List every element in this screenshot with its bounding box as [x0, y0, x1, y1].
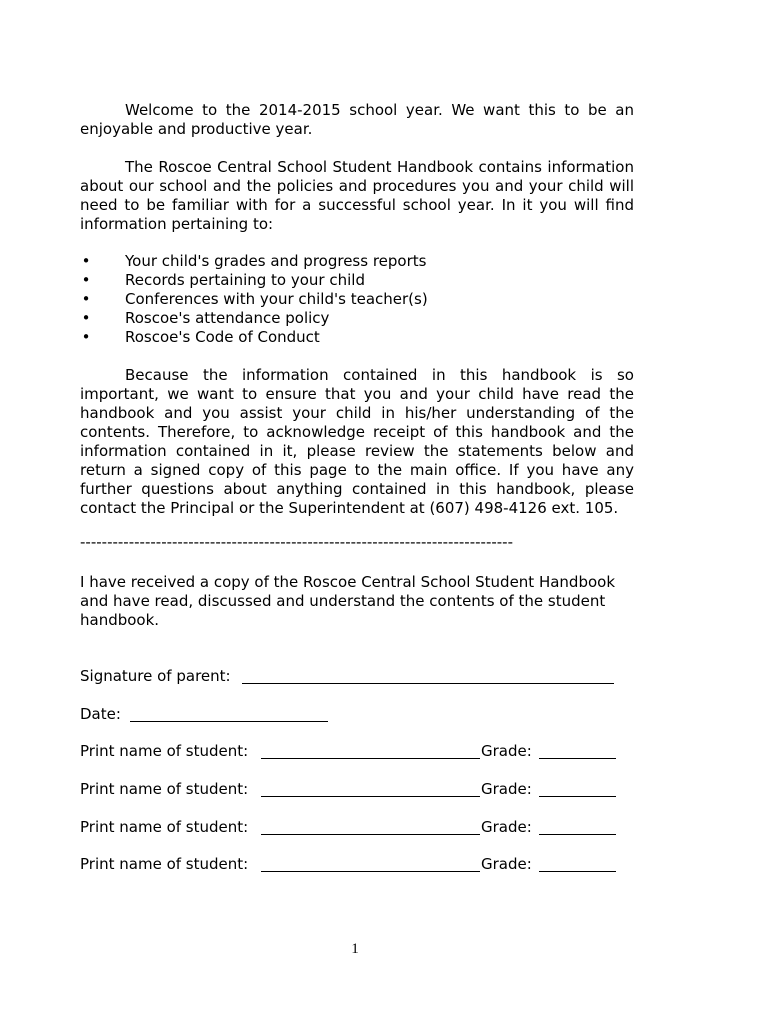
signature-label: Signature of parent:: [80, 667, 231, 685]
list-item-text: Roscoe's Code of Conduct: [125, 328, 320, 346]
date-row: [80, 705, 340, 725]
list-item: [80, 328, 634, 347]
date-field[interactable]: [130, 705, 328, 722]
student-name-field[interactable]: [261, 780, 480, 797]
list-item-text: Your child's grades and progress reports: [125, 252, 427, 270]
bullet-icon: •: [81, 290, 91, 308]
student-name-label: Print name of student:: [80, 818, 249, 836]
list-item: [80, 252, 634, 271]
acknowledgement-statement: I have received a copy of the Roscoe Central School Student Handbook and have read, discussed and understand the contents of the student handbook.: [80, 573, 616, 629]
page-number: 1: [351, 941, 359, 957]
student-name-label: Print name of student:: [80, 742, 249, 760]
grade-field[interactable]: [539, 742, 616, 759]
list-item: [80, 309, 634, 328]
topics-list: [80, 252, 634, 347]
student-name-label: Print name of student:: [80, 855, 249, 873]
handbook-intro-paragraph: The Roscoe Central School Student Handbook contains information about our school and the policies and procedures you and your child will need to be familiar with for a successful school year. In it you will find information pertaining to:: [80, 158, 634, 233]
student-name-field[interactable]: [261, 818, 480, 835]
grade-field[interactable]: [539, 855, 616, 872]
student-row: [80, 818, 620, 838]
student-row: [80, 742, 620, 762]
acknowledgement-instructions-paragraph: Because the information contained in this handbook is so important, we want to ensure that you and your child have read the handbook and you assist your child in his/her understanding of the contents. Therefore, to acknowledge receipt of this handbook and the information contained in it, please review the statements below and return a signed copy of this page to the main office. If you have any further questions about anything contained in this handbook, please contact the Principal or the Superintendent at (607) 498-4126 ext. 105.: [80, 366, 634, 517]
signature-field[interactable]: [242, 667, 614, 684]
grade-label: Grade:: [481, 855, 532, 873]
student-name-field[interactable]: [261, 855, 480, 872]
bullet-icon: •: [81, 252, 91, 270]
bullet-icon: •: [81, 328, 91, 346]
list-item: [80, 271, 634, 290]
grade-field[interactable]: [539, 818, 616, 835]
bullet-icon: •: [81, 309, 91, 327]
list-item-text: Conferences with your child's teacher(s): [125, 290, 428, 308]
grade-field[interactable]: [539, 780, 616, 797]
student-row: [80, 855, 620, 875]
welcome-paragraph: Welcome to the 2014-2015 school year. We want this to be an enjoyable and productive year.: [80, 101, 634, 138]
grade-label: Grade:: [481, 742, 532, 760]
list-item: [80, 290, 634, 309]
date-label: Date:: [80, 705, 121, 723]
student-row: [80, 780, 620, 800]
list-item-text: Records pertaining to your child: [125, 271, 365, 289]
list-item-text: Roscoe's attendance policy: [125, 309, 330, 327]
student-name-field[interactable]: [261, 742, 480, 759]
cut-line-divider: --------------------------------------------------------------------------------: [80, 533, 514, 551]
student-name-label: Print name of student:: [80, 780, 249, 798]
signature-row: [80, 667, 620, 687]
bullet-icon: •: [81, 271, 91, 289]
grade-label: Grade:: [481, 818, 532, 836]
grade-label: Grade:: [481, 780, 532, 798]
